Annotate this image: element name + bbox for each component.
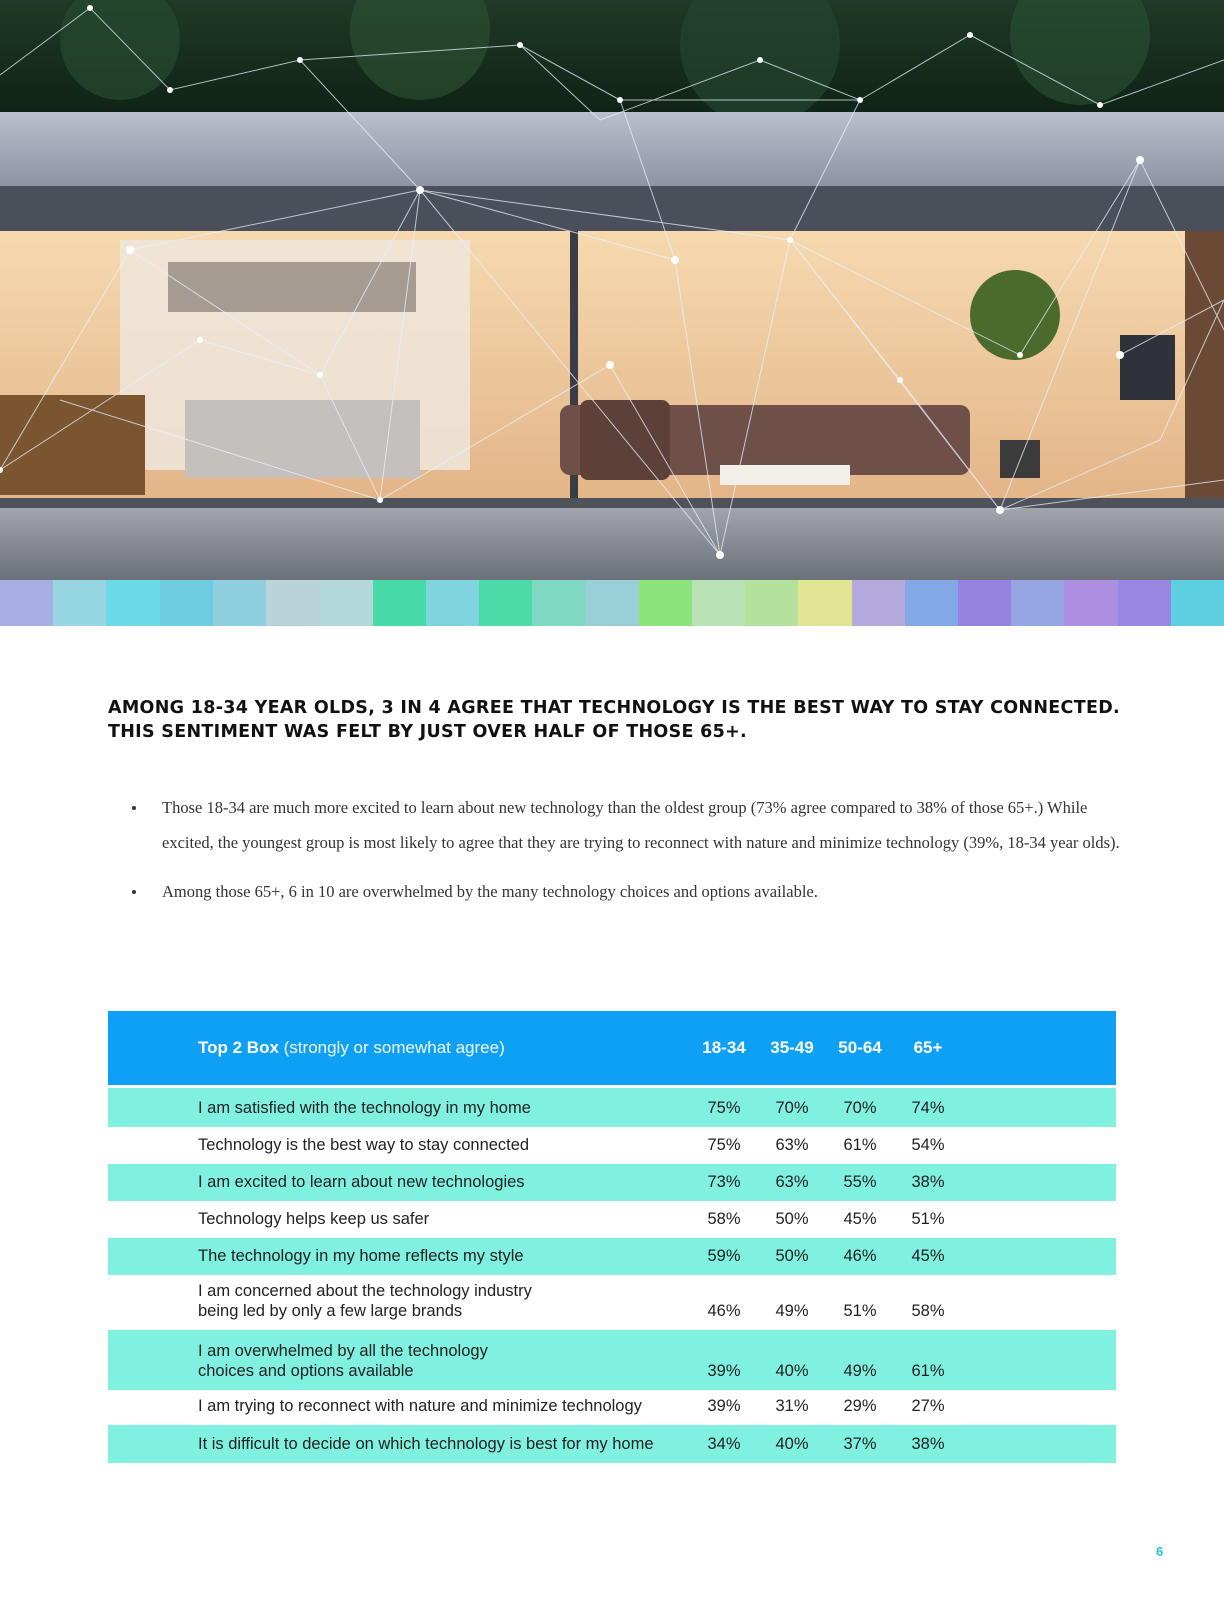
cell-65-plus: 27% — [911, 1397, 945, 1415]
row-label-line-2: choices and options available — [198, 1362, 414, 1380]
color-swatch — [213, 580, 266, 626]
headline-line-1: AMONG 18-34 YEAR OLDS, 3 IN 4 AGREE THAT TECHNOLOGY IS THE BEST WAY TO STAY CONNECTED. — [108, 698, 1120, 718]
table-header-row — [108, 1011, 1116, 1088]
cell-35-49: 31% — [775, 1397, 809, 1415]
row-label-line-1: I am concerned about the technology industry — [198, 1282, 532, 1300]
cell-35-49: 40% — [775, 1362, 809, 1380]
color-swatch — [1064, 580, 1117, 626]
column-header-65-plus: 65+ — [913, 1038, 943, 1057]
column-header-35-49: 35-49 — [770, 1038, 814, 1057]
cell-65-plus: 45% — [911, 1247, 945, 1265]
cell-18-34: 75% — [707, 1099, 741, 1117]
color-swatch — [0, 580, 53, 626]
table-row — [108, 1088, 1116, 1127]
color-swatch — [1118, 580, 1171, 626]
color-swatch — [958, 580, 1011, 626]
cell-18-34: 34% — [707, 1435, 741, 1453]
cell-35-49: 40% — [775, 1435, 809, 1453]
cell-35-49: 70% — [775, 1099, 809, 1117]
cell-18-34: 75% — [707, 1136, 741, 1154]
headline-line-2: THIS SENTIMENT WAS FELT BY JUST OVER HALF OF THOSE 65+. — [108, 722, 747, 742]
color-swatch — [639, 580, 692, 626]
row-label: I am satisfied with the technology in my home — [198, 1099, 531, 1117]
table-row — [108, 1390, 1116, 1425]
header-label-sub: (strongly or somewhat agree) — [278, 1038, 505, 1057]
row-label: Technology helps keep us safer — [198, 1210, 430, 1228]
cell-65-plus: 61% — [911, 1362, 945, 1380]
cell-18-34: 46% — [707, 1302, 741, 1320]
color-swatch — [852, 580, 905, 626]
color-swatch-strip — [0, 580, 1224, 626]
color-swatch — [106, 580, 159, 626]
smart-home-illustration — [0, 0, 1224, 580]
color-swatch — [160, 580, 213, 626]
page-headline — [108, 696, 1128, 744]
cell-65-plus: 38% — [911, 1435, 945, 1453]
header-label-bold: Top 2 Box — [198, 1038, 279, 1057]
cell-35-49: 49% — [775, 1302, 809, 1320]
table-row — [108, 1201, 1116, 1238]
cell-65-plus: 58% — [911, 1302, 945, 1320]
cell-65-plus: 54% — [911, 1136, 945, 1154]
color-swatch — [1011, 580, 1064, 626]
cell-18-34: 39% — [707, 1397, 741, 1415]
cell-50-64: 29% — [843, 1397, 877, 1415]
cell-50-64: 61% — [843, 1136, 877, 1154]
table-row — [108, 1164, 1116, 1201]
table-row — [108, 1425, 1116, 1463]
cell-18-34: 39% — [707, 1362, 741, 1380]
row-label-line-1: I am overwhelmed by all the technology — [198, 1342, 488, 1360]
row-label — [108, 1341, 690, 1381]
cell-50-64: 49% — [843, 1362, 877, 1380]
cell-35-49: 63% — [775, 1136, 809, 1154]
color-swatch — [585, 580, 638, 626]
row-label: Technology is the best way to stay connected — [198, 1136, 530, 1154]
cell-35-49: 50% — [775, 1210, 809, 1228]
table-row — [108, 1238, 1116, 1275]
cell-18-34: 59% — [707, 1247, 741, 1265]
column-header-50-64: 50-64 — [838, 1038, 882, 1057]
table-header-label — [108, 1038, 690, 1058]
color-swatch — [479, 580, 532, 626]
cell-18-34: 73% — [707, 1173, 741, 1191]
color-swatch — [266, 580, 319, 626]
table-row — [108, 1275, 1116, 1330]
row-label: The technology in my home reflects my style — [198, 1247, 524, 1265]
color-swatch — [692, 580, 745, 626]
cell-18-34: 58% — [707, 1210, 741, 1228]
cell-65-plus: 51% — [911, 1210, 945, 1228]
cell-65-plus: 74% — [911, 1099, 945, 1117]
bullet-item: Those 18-34 are much more excited to learn about new technology than the oldest group (73% agree compared to 38% of those 65+.) While excited, the youngest group is most likely to agree that they are trying to reconnect with nature and minimize technology (39%, 18-34 year olds). — [128, 790, 1128, 860]
color-swatch — [745, 580, 798, 626]
row-label — [108, 1281, 690, 1321]
color-swatch — [53, 580, 106, 626]
page-number: 6 — [1156, 1544, 1164, 1559]
column-header-18-34: 18-34 — [702, 1038, 746, 1057]
row-label: I am trying to reconnect with nature and minimize technology — [198, 1397, 642, 1415]
cell-50-64: 55% — [843, 1173, 877, 1191]
cell-50-64: 70% — [843, 1099, 877, 1117]
color-swatch — [532, 580, 585, 626]
table-row — [108, 1127, 1116, 1164]
bullet-item: Among those 65+, 6 in 10 are overwhelmed by the many technology choices and options available. — [128, 874, 1128, 909]
row-label: It is difficult to decide on which technology is best for my home — [198, 1435, 654, 1453]
table-row — [108, 1330, 1116, 1390]
cell-50-64: 45% — [843, 1210, 877, 1228]
cell-35-49: 50% — [775, 1247, 809, 1265]
agreement-table — [108, 1011, 1116, 1463]
cell-50-64: 37% — [843, 1435, 877, 1453]
color-swatch — [798, 580, 851, 626]
color-swatch — [905, 580, 958, 626]
cell-35-49: 63% — [775, 1173, 809, 1191]
color-swatch — [1171, 580, 1224, 626]
row-label-line-2: being led by only a few large brands — [198, 1302, 463, 1320]
color-swatch — [319, 580, 372, 626]
key-findings-list — [128, 790, 1128, 909]
color-swatch — [426, 580, 479, 626]
row-label: I am excited to learn about new technologies — [198, 1173, 525, 1191]
cell-50-64: 46% — [843, 1247, 877, 1265]
hero-photo-smart-home — [0, 0, 1224, 580]
cell-65-plus: 38% — [911, 1173, 945, 1191]
cell-50-64: 51% — [843, 1302, 877, 1320]
color-swatch — [373, 580, 426, 626]
